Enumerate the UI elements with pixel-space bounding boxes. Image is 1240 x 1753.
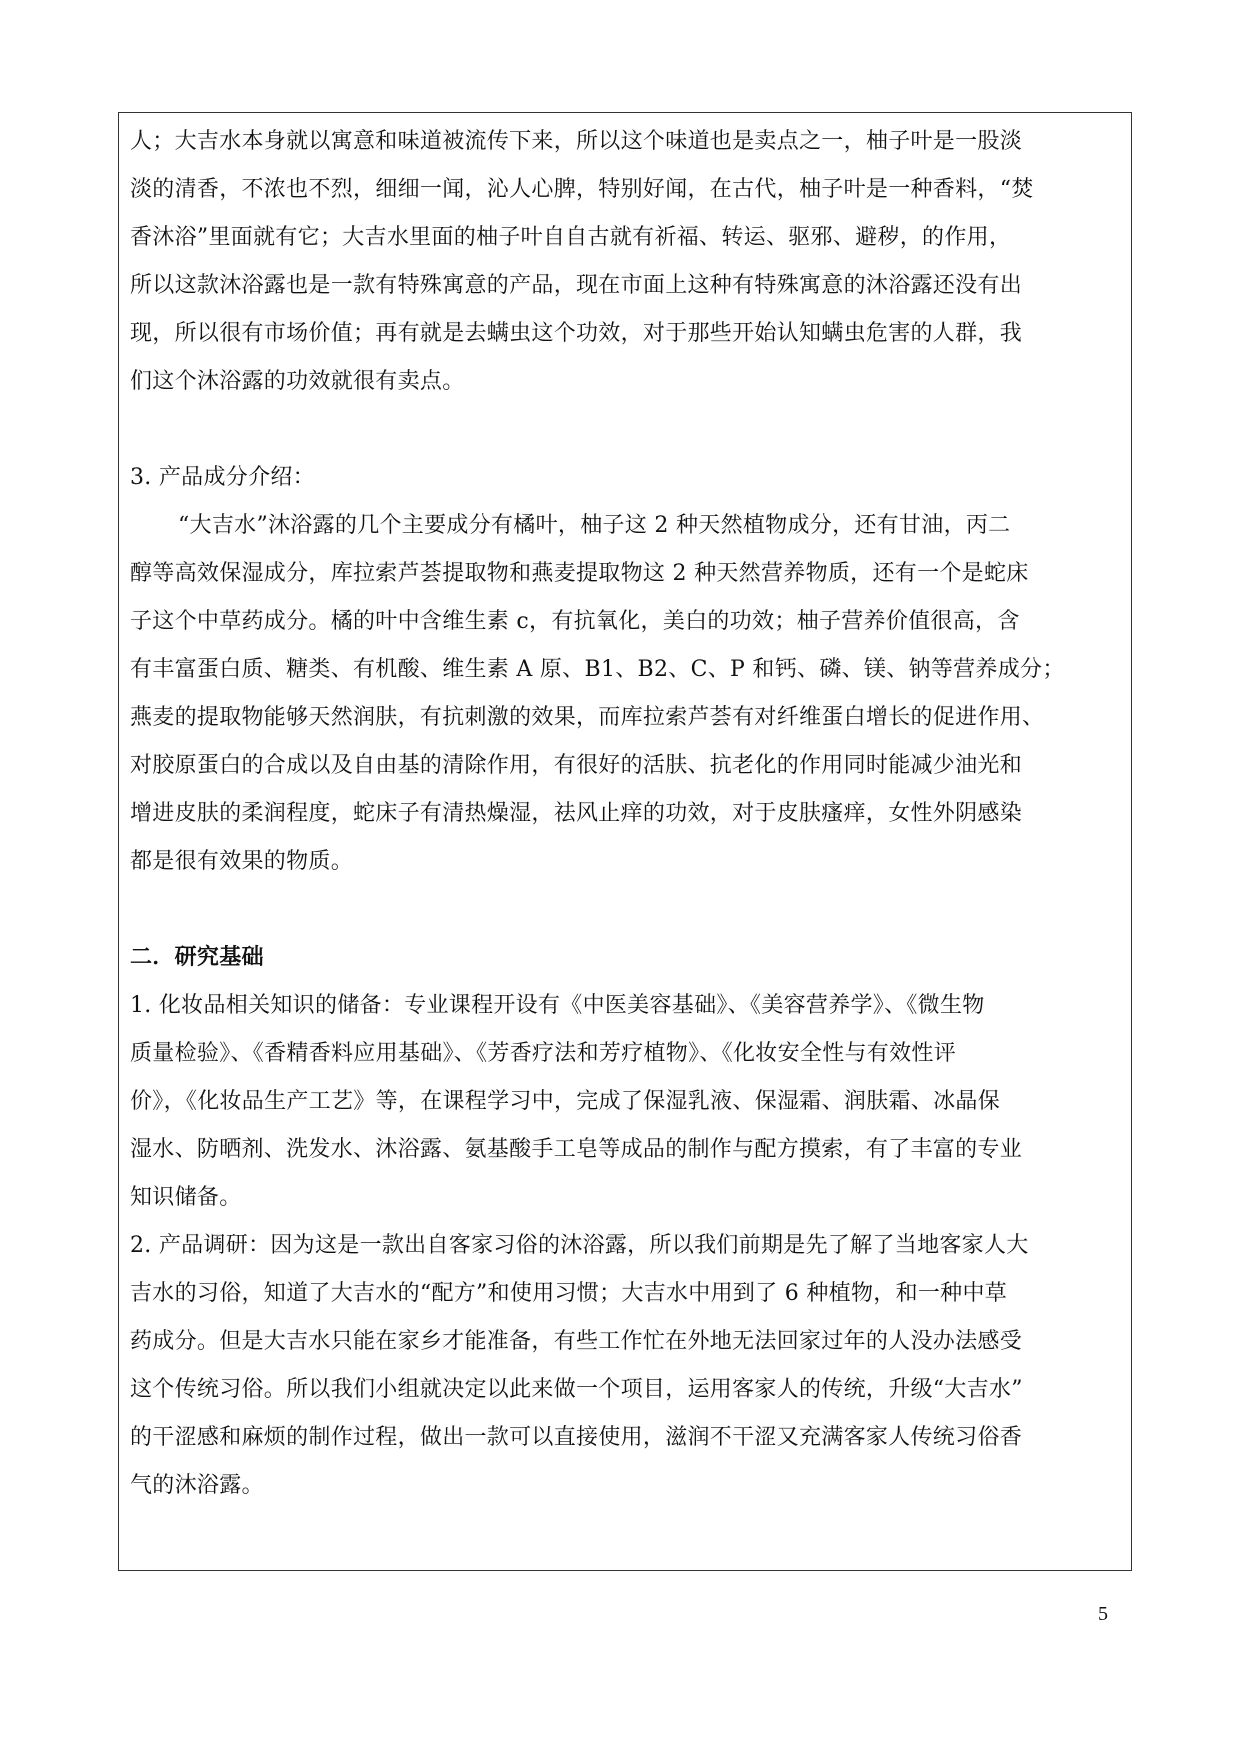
ingredients-title: 3. 产品成分介绍： bbox=[130, 465, 315, 490]
text-line: 们这个沐浴露的功效就很有卖点。 bbox=[130, 369, 465, 394]
text-line: 对胶原蛋白的合成以及自由基的清除作用，有很好的活肤、抗老化的作用同时能减少油光和 bbox=[130, 753, 1023, 778]
text-line: 药成分。但是大吉水只能在家乡才能准备，有些工作忙在外地无法回家过年的人没办法感受 bbox=[130, 1329, 1023, 1354]
document-body bbox=[130, 118, 1124, 1510]
text-line: 价》，《化妆品生产工艺》等，在课程学习中，完成了保湿乳液、保湿霜、润肤霜、冰晶保 bbox=[130, 1089, 1001, 1114]
page-number: 5 bbox=[1098, 1603, 1108, 1625]
text-line: “大吉水”沐浴露的几个主要成分有橘叶，柚子这 2 种天然植物成分，还有甘油，丙二 bbox=[178, 513, 1011, 538]
text-line: 湿水、防晒剂、洗发水、沐浴露、氨基酸手工皂等成品的制作与配方摸索，有了丰富的专业 bbox=[130, 1137, 1023, 1162]
text-line: 有丰富蛋白质、糖类、有机酸、维生素 A 原、B1、B2、C、P 和钙、磷、镁、钠等营养成分； bbox=[130, 657, 1065, 682]
text-line: 1. 化妆品相关知识的储备：专业课程开设有《中医美容基础》、《美容营养学》、《微生物 bbox=[130, 993, 985, 1018]
text-line: 人；大吉水本身就以寓意和味道被流传下来，所以这个味道也是卖点之一，柚子叶是一股淡 bbox=[130, 129, 1023, 154]
spacer bbox=[130, 886, 1124, 934]
text-line: 气的沐浴露。 bbox=[130, 1473, 264, 1498]
text-line: 子这个中草药成分。橘的叶中含维生素 c，有抗氧化，美白的功效；柚子营养价值很高，含 bbox=[130, 609, 1020, 634]
text-line: 香沐浴”里面就有它；大吉水里面的柚子叶自自古就有祈福、转运、驱邪、避秽，的作用， bbox=[130, 225, 1012, 250]
section-heading: 二．研究基础 bbox=[130, 945, 264, 970]
text-line: 所以这款沐浴露也是一款有特殊寓意的产品，现在市面上这种有特殊寓意的沐浴露还没有出 bbox=[130, 273, 1023, 298]
text-line: 增进皮肤的柔润程度，蛇床子有清热燥湿，祛风止痒的功效，对于皮肤瘙痒，女性外阴感染 bbox=[130, 801, 1023, 826]
text-line: 知识储备。 bbox=[130, 1185, 242, 1210]
ingredients-section bbox=[130, 454, 1124, 886]
spacer bbox=[130, 406, 1124, 454]
text-line: 2. 产品调研：因为这是一款出自客家习俗的沐浴露，所以我们前期是先了解了当地客家人大 bbox=[130, 1233, 1029, 1258]
text-line: 醇等高效保湿成分，库拉索芦荟提取物和燕麦提取物这 2 种天然营养物质，还有一个是蛇床 bbox=[130, 561, 1029, 586]
text-line: 都是很有效果的物质。 bbox=[130, 849, 354, 874]
text-line: 质量检验》、《香精香料应用基础》、《芳香疗法和芳疗植物》、《化妆安全性与有效性评 bbox=[130, 1041, 957, 1066]
research-basis-section bbox=[130, 934, 1124, 1510]
text-line: 燕麦的提取物能够天然润肤，有抗刺激的效果，而库拉索芦荟有对纤维蛋白增长的促进作用、 bbox=[130, 705, 1045, 730]
text-line: 的干涩感和麻烦的制作过程，做出一款可以直接使用，滋润不干涩又充满客家人传统习俗香 bbox=[130, 1425, 1023, 1450]
text-line: 淡的清香，不浓也不烈，细细一闻，沁人心脾，特别好闻，在古代，柚子叶是一种香料，“焚 bbox=[130, 177, 1034, 202]
text-line: 这个传统习俗。所以我们小组就决定以此来做一个项目，运用客家人的传统，升级“大吉水” bbox=[130, 1377, 1023, 1402]
text-line: 现，所以很有市场价值；再有就是去螨虫这个功效，对于那些开始认知螨虫危害的人群，我 bbox=[130, 321, 1023, 346]
text-line: 吉水的习俗，知道了大吉水的“配方”和使用习惯；大吉水中用到了 6 种植物，和一种中草 bbox=[130, 1281, 1008, 1306]
section1-continued bbox=[130, 118, 1124, 406]
